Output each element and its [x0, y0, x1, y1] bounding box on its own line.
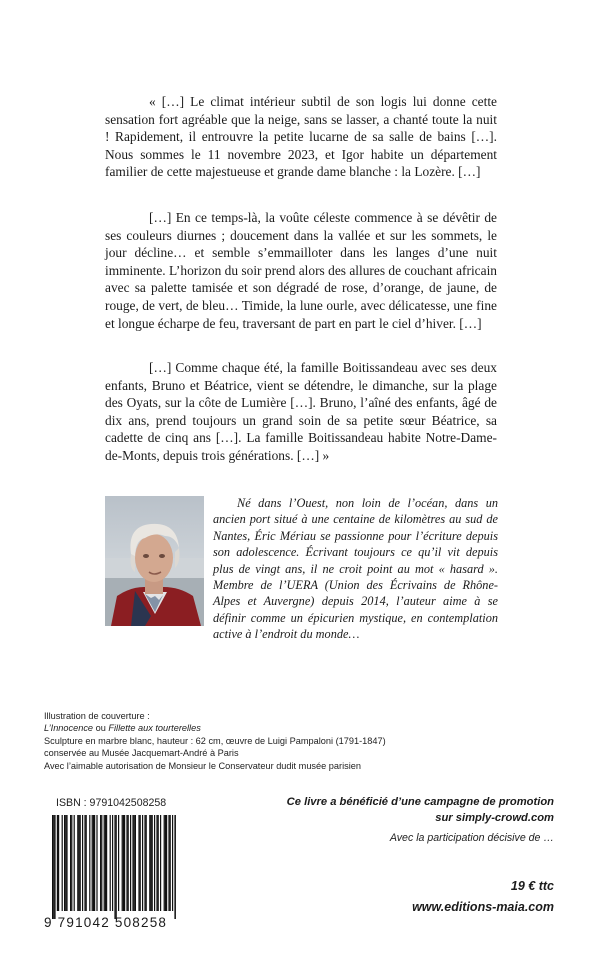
barcode-bar: [52, 815, 53, 919]
barcode-bar: [154, 815, 155, 911]
excerpt-paragraph-2: […] En ce temps-là, la voûte céleste commence à se dévêtir de ses couleurs diurnes ; doucement dans la vallée et sur les sommets, le jour décline… et semble s’emmailloter dans les langes d’une nuit imminente. L’horizon du soir prend alors des allures de couchant africain avec sa palette tamisée et son dégradé de rose, d’orange, de jaune, de rouge, de vert, de bleu… Timide, la lune ourle, avec délicatesse, une fine et longue écharpe de feu, traversant de part en part le ciel d’hiver. […]: [105, 210, 497, 331]
barcode-bar: [62, 815, 63, 911]
excerpt-paragraph-1: « […] Le climat intérieur subtil de son logis lui donne cette sensation fort agréable que la neige, sans se lasser, a chanté toute la nuit ! Rapidement, il entrouvre la petite lucarne de sa salle de bains […]. Nous sommes le 11 novembre 2023, et Igor habite un département familier de cette majestueuse et grande dame blanche : la Lozère. […]: [105, 94, 497, 180]
artwork-title-2: Fillette aux tourterelles: [108, 723, 201, 734]
author-photo: [105, 496, 204, 626]
author-portrait-image: [105, 496, 204, 626]
isbn-barcode: [44, 815, 176, 925]
barcode-bar: [128, 815, 129, 911]
cover-illustration-credits: [44, 710, 484, 772]
participation-note: Avec la participation décisive de …: [389, 832, 554, 844]
barcode-bar: [100, 815, 101, 911]
barcode-bar: [84, 815, 85, 911]
barcode-bar: [82, 815, 83, 911]
barcode-bar: [65, 815, 66, 911]
credits-line: Sculpture en marbre blanc, hauteur : 62 cm, œuvre de Luigi Pampaloni (1791-1847): [44, 735, 386, 746]
barcode-bar: [92, 815, 93, 911]
barcode-bar: [110, 815, 111, 911]
artwork-title-separator: ou: [93, 723, 109, 734]
author-biography: Né dans l’Ouest, non loin de l’océan, dans un ancien port situé à une centaine de kilomètres au sud de Nantes, Éric Mériau se passionne pour l’écriture depuis son adolescence. Écrivant toujours ce qu’il vit depuis plus de vingt ans, il ne croit point au mot « hasard ». Membre de l’UERA (Union des Écrivains de Rhône-Alpes et Auvergne) depuis 2014, l’auteur aime à se définir comme un épicurien mystique, en contemplation active à l’endroit du monde…: [213, 496, 498, 642]
barcode-bar: [142, 815, 143, 911]
barcode-bar: [116, 815, 117, 919]
credits-artwork-title: [44, 722, 484, 734]
barcode-bar: [53, 815, 54, 919]
barcode-bar: [64, 815, 65, 911]
credits-line: conservée au Musée Jacquemart-André à Paris: [44, 748, 239, 759]
barcode-bar: [132, 815, 133, 911]
barcode-bar: [168, 815, 169, 911]
barcode-bar: [170, 815, 171, 911]
barcode-bar: [138, 815, 139, 911]
barcode-bar: [134, 815, 135, 911]
barcode-bar: [164, 815, 165, 911]
barcode-bar: [123, 815, 124, 911]
promotion-line-1: Ce livre a bénéficié d’une campagne de promotion: [286, 796, 554, 808]
barcode-bar: [172, 815, 173, 911]
barcode-bar: [146, 815, 147, 911]
barcode-bar: [114, 815, 115, 919]
barcode-bar: [105, 815, 106, 911]
barcode-bar: [101, 815, 102, 911]
barcode-bar: [140, 815, 141, 911]
barcode-digits: 9 791042 508258: [44, 915, 168, 930]
barcode-bar: [126, 815, 127, 911]
barcode-bar: [166, 815, 167, 911]
barcode-bar: [80, 815, 81, 911]
barcode-bar: [66, 815, 67, 911]
barcode-bar: [70, 815, 71, 911]
barcode-bar: [165, 815, 166, 911]
credits-line: Avec l’aimable autorisation de Monsieur le Conservateur dudit musée parisien: [44, 760, 361, 771]
barcode-bar: [118, 815, 119, 911]
barcode-bar: [122, 815, 123, 911]
promotion-notice: [287, 794, 554, 826]
barcode-bar: [174, 815, 175, 919]
barcode-bar: [57, 815, 58, 911]
barcode-bar: [54, 815, 55, 919]
barcode-bar: [106, 815, 107, 911]
barcode-bar: [130, 815, 131, 911]
isbn-label: ISBN : 9791042508258: [56, 797, 167, 809]
barcode-bar: [78, 815, 79, 911]
price: 19 € ttc: [510, 879, 554, 893]
barcode-bar: [124, 815, 125, 911]
promotion-line-2: sur simply-crowd.com: [435, 812, 554, 824]
excerpt-paragraph-3: […] Comme chaque été, la famille Boitissandeau avec ses deux enfants, Bruno et Béatrice, vient se détendre, le dimanche, sur la plage des Oyats, sur la côte de Lumière […]. Bruno, l’aîné des enfants, âgé de dix ans, prend toujours un grand soin de sa petite sœur Béatrice, sa cadette de cinq ans […]. La famille Boitissandeau habite Notre-Dame-de-Monts, depuis trois générations. […] »: [105, 360, 497, 463]
publisher-website: www.editions-maia.com: [412, 900, 554, 914]
barcode-bar: [149, 815, 150, 911]
barcode-bar: [86, 815, 87, 911]
barcode-bar: [58, 815, 59, 911]
barcode-bar: [94, 815, 95, 911]
barcode-bar: [93, 815, 94, 911]
barcode-bar: [112, 815, 113, 911]
barcode-bar: [89, 815, 90, 911]
barcode-bar: [74, 815, 75, 911]
barcode-bar: [71, 815, 72, 911]
barcode-bar: [96, 815, 97, 911]
barcode-bar: [135, 815, 136, 911]
barcode-bar: [77, 815, 78, 911]
barcode-bar: [104, 815, 105, 911]
artwork-title-1: L’Innocence: [44, 723, 94, 734]
barcode-bar: [152, 815, 153, 911]
credits-line: Illustration de couverture :: [44, 711, 150, 721]
barcode-bar: [158, 815, 159, 911]
barcode-bar: [144, 815, 145, 911]
barcode-bar: [150, 815, 151, 911]
barcode-bar: [156, 815, 157, 911]
barcode-bar: [160, 815, 161, 911]
